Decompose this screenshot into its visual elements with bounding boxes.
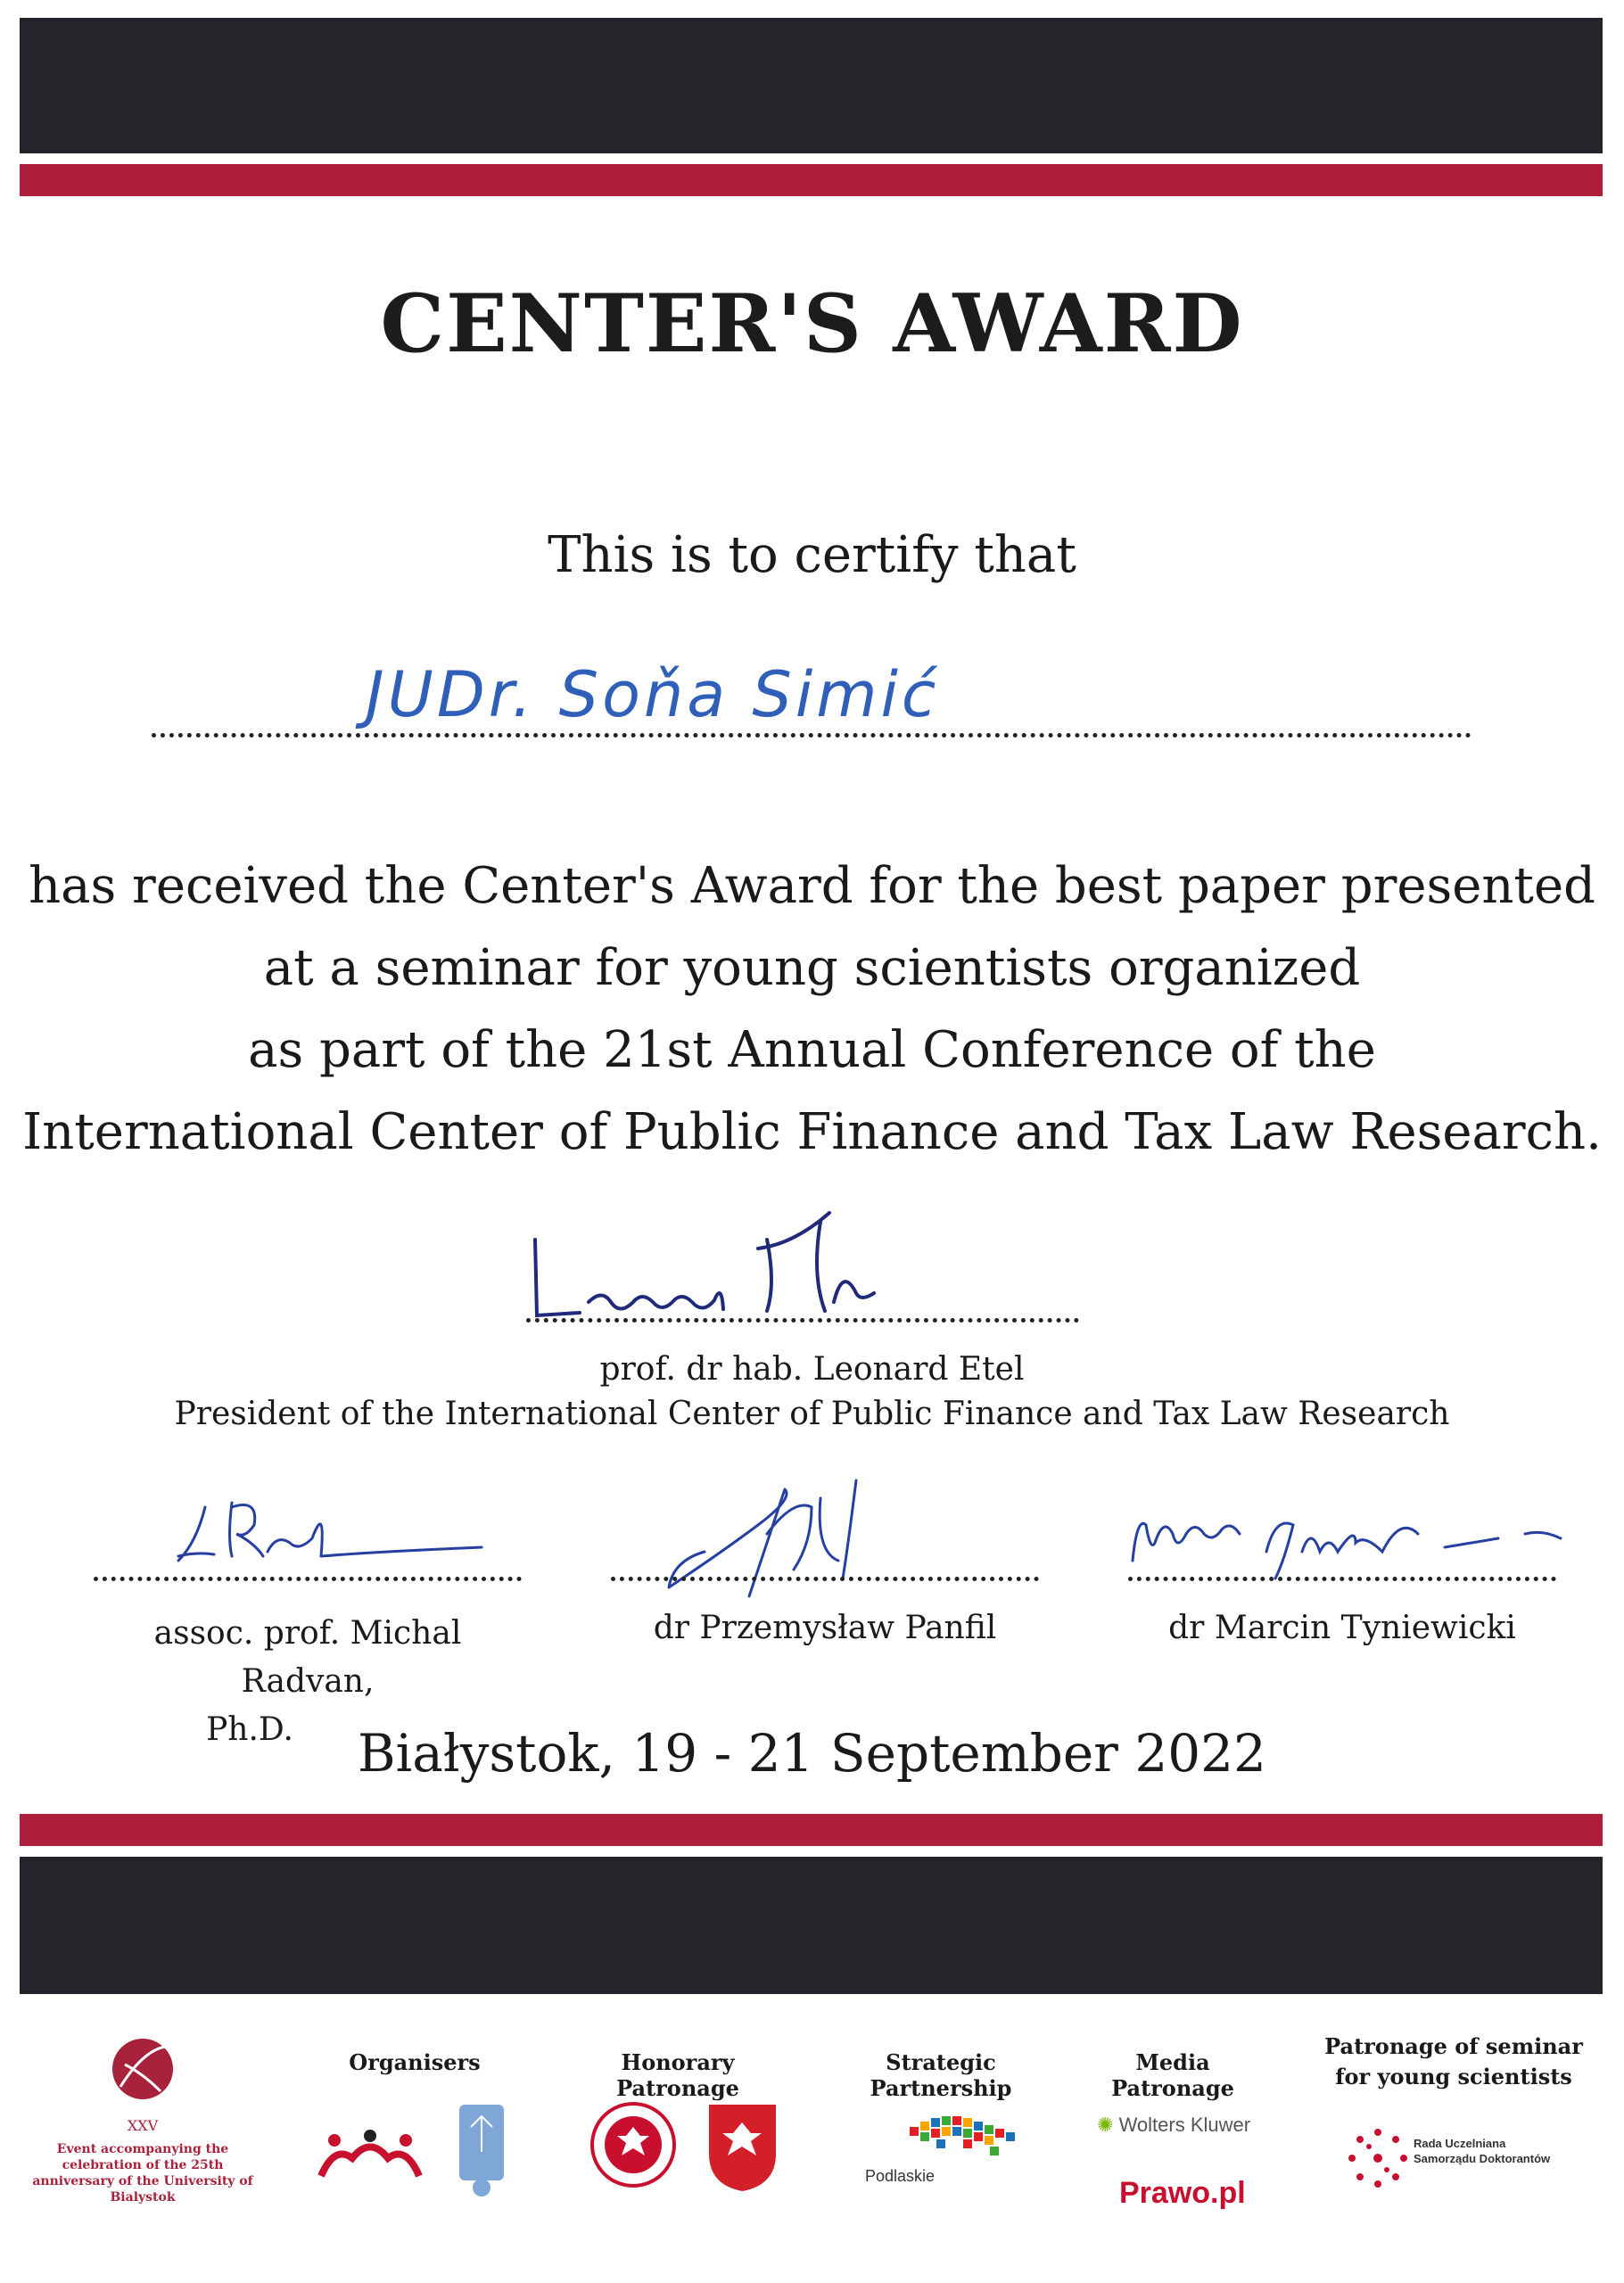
organisers-title: Organisers: [349, 2049, 481, 2075]
podlaskie-label: Podlaskie: [865, 2167, 936, 2185]
radvan-dotted-line: [94, 1577, 522, 1581]
honorary-patronage-title: Honorary Patronage: [616, 2049, 739, 2101]
tyniewicki-name: dr Marcin Tyniewicki: [1168, 1610, 1516, 1646]
wolters-kluwer-icon: ✺: [1097, 2114, 1114, 2136]
panfil-dotted-line: [611, 1577, 1039, 1581]
place-and-date: Białystok, 19 - 21 September 2022: [358, 1723, 1266, 1784]
prawo-logo: Prawo.pl: [1119, 2176, 1246, 2210]
president-dotted-line: [526, 1318, 1079, 1323]
anniversary-text: Event accompanying the celebration of the 25th anniversary of the University of Bialystok: [32, 2142, 253, 2205]
president-signature: [526, 1204, 990, 1329]
media-patronage-title: Media Patronage: [1111, 2049, 1234, 2101]
tyniewicki-dotted-line: [1128, 1577, 1556, 1581]
strategic-partnership-title: Strategic Partnership: [870, 2049, 1012, 2101]
podlaskie-crest-icon: [705, 2100, 780, 2194]
bottom-red-band: [20, 1814, 1603, 1846]
top-red-band: [20, 164, 1603, 196]
anniversary-logo: [31, 2033, 254, 2114]
award-description: [0, 845, 1624, 1174]
law-faculty-logo-icon: [455, 2100, 508, 2198]
university-seal-icon: [589, 2100, 678, 2189]
wolters-kluwer-label: Wolters Kluwer: [1118, 2114, 1251, 2136]
body-line: International Center of Public Finance and Tax Law Research.: [22, 1103, 1602, 1161]
body-line: as part of the 21st Annual Conference of the: [248, 1021, 1376, 1079]
president-name: prof. dr hab. Leonard Etel: [599, 1351, 1025, 1388]
certificate-title: CENTER'S AWARD: [380, 276, 1244, 371]
seminar-patronage-title: Patronage of seminar for young scientists: [1324, 2033, 1583, 2089]
bottom-black-band: [20, 1857, 1603, 1994]
recipient-name: JUDr. Soňa Simić: [366, 658, 940, 731]
radvan-signature: [161, 1480, 499, 1578]
body-line: at a seminar for young scientists organized: [263, 939, 1361, 997]
radvan-name-line2: Ph.D.: [206, 1711, 293, 1748]
podlaskie-bison-logo-icon: [901, 2109, 1043, 2172]
anniversary-mark: XXV: [127, 2117, 159, 2134]
rada-logo-icon: [1347, 2127, 1409, 2189]
wolters-kluwer-logo: [1097, 2114, 1250, 2137]
body-line: has received the Center's Award for the best paper presented: [29, 857, 1595, 915]
certify-line: This is to certify that: [548, 526, 1076, 584]
anniversary-block: [31, 2033, 254, 2205]
radvan-name-line1: assoc. prof. Michal Radvan,: [153, 1615, 462, 1700]
tyniewicki-signature: [1115, 1498, 1579, 1587]
organiser-logo-icon: [317, 2127, 424, 2180]
panfil-name: dr Przemysław Panfil: [653, 1610, 997, 1646]
top-black-band: [20, 18, 1603, 153]
panfil-signature: [651, 1471, 972, 1605]
president-role: President of the International Center of Public Finance and Tax Law Research: [174, 1396, 1450, 1432]
recipient-dotted-line: [152, 733, 1471, 738]
rada-label: Rada Uczelniana Samorządu Doktorantów: [1414, 2137, 1551, 2165]
